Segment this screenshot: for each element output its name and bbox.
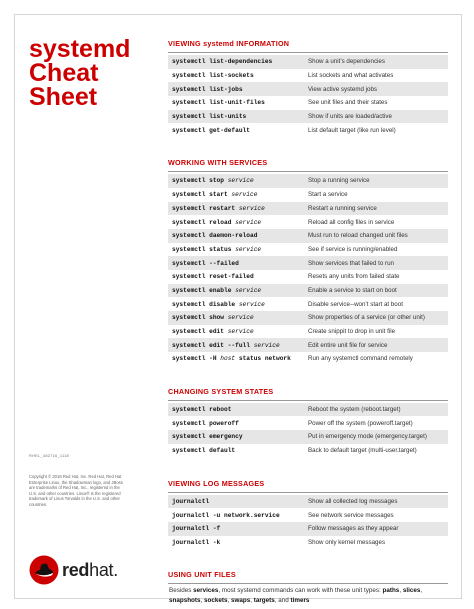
command-row [168, 325, 448, 339]
command-row [168, 430, 448, 444]
command-text [168, 447, 306, 454]
section [168, 387, 448, 458]
command-row [168, 188, 448, 202]
unit-type: services [193, 587, 219, 595]
command-argument: host [220, 355, 236, 363]
unit-type: targets [253, 597, 275, 605]
command-row [168, 55, 448, 69]
command-base: systemctl list-unit-files [172, 99, 265, 107]
command-row [168, 444, 448, 458]
command-argument: service [227, 314, 254, 322]
command-description: Run any systemctl command remotely [308, 355, 413, 363]
command-base: systemctl edit [172, 328, 228, 336]
command-row [168, 536, 448, 550]
command-text [168, 113, 306, 120]
section-heading: VIEWING systemd INFORMATION [168, 39, 448, 53]
command-base: systemctl edit --full [172, 341, 254, 349]
unit-type: slices [402, 587, 421, 595]
cheat-sheet-page [14, 14, 462, 605]
command-base: systemctl reload [172, 218, 236, 226]
command-description: Start a service [308, 191, 348, 199]
command-description: See if service is running/enabled [308, 245, 398, 253]
command-row [168, 508, 448, 522]
unit-type: swaps [230, 597, 251, 605]
command-base: journalctl -u network.service [172, 511, 280, 519]
command-description: View active systemd jobs [308, 85, 378, 93]
command-row [168, 123, 448, 137]
red-hat-logo [29, 555, 118, 585]
command-row [168, 284, 448, 298]
command-row [168, 270, 448, 284]
command-text [168, 273, 306, 280]
command-description: Show only kernel messages [308, 538, 386, 546]
command-text [168, 86, 306, 93]
command-row [168, 243, 448, 257]
logo-wordmark-light: hat. [89, 559, 118, 580]
section-spacer [168, 549, 448, 570]
command-description: See network service messages [308, 511, 394, 519]
command-base: systemctl get-default [172, 126, 250, 134]
command-text [168, 287, 306, 294]
command-text [168, 260, 306, 267]
command-argument: service [235, 218, 262, 226]
title-line: Cheat [29, 59, 99, 87]
command-description: Put in emergency mode (emergency.target) [308, 433, 427, 441]
unit-type: timers [290, 597, 310, 605]
command-argument: service [227, 328, 254, 336]
command-text [168, 406, 306, 413]
command-text [168, 191, 306, 198]
command-argument: service [227, 177, 254, 185]
unit-text-fragment: , [227, 597, 231, 605]
command-row [168, 82, 448, 96]
red-hat-shadowman-icon [29, 555, 59, 585]
command-description: See unit files and their states [308, 99, 388, 107]
command-base: systemctl start [172, 191, 232, 199]
unit-text-fragment: , [420, 587, 424, 595]
unit-text-fragment: , most systemd commands can work with these unit types: [218, 587, 383, 595]
command-row [168, 352, 448, 366]
section-heading: CHANGING SYSTEM STATES [168, 387, 448, 401]
logo-wordmark-bold: red [62, 559, 90, 580]
command-row [168, 202, 448, 216]
command-description: Reload all config files in service [308, 218, 395, 226]
command-row [168, 403, 448, 417]
command-argument: service [238, 300, 265, 308]
command-description: Show services that failed to run [308, 259, 394, 267]
command-row [168, 229, 448, 243]
command-text [168, 512, 306, 519]
section-spacer [168, 366, 448, 387]
command-row [168, 256, 448, 270]
command-description: Create snippit to drop in unit file [308, 328, 396, 336]
command-row [168, 96, 448, 110]
command-text [168, 433, 306, 440]
section-heading: USING UNIT FILES [168, 570, 448, 584]
command-base: systemctl reset-failed [172, 273, 254, 281]
command-argument: service [253, 341, 280, 349]
command-description: Power off the system (poweroff.target) [308, 419, 413, 427]
section-heading: VIEWING LOG MESSAGES [168, 479, 448, 493]
command-text [168, 301, 306, 308]
command-base: systemctl show [172, 314, 228, 322]
command-row [168, 215, 448, 229]
unit-text-fragment: , [250, 597, 254, 605]
section [168, 158, 448, 366]
page-title [29, 37, 130, 109]
command-argument: service [231, 191, 258, 199]
title-line: systemd [29, 35, 131, 63]
command-row [168, 174, 448, 188]
command-argument: service [235, 286, 262, 294]
command-base: systemctl -H [172, 355, 221, 363]
title-line: Sheet [29, 83, 98, 111]
command-row [168, 110, 448, 124]
command-base: journalctl -k [172, 538, 221, 546]
command-row [168, 297, 448, 311]
unit-text-fragment: , [200, 597, 204, 605]
command-text [168, 58, 306, 65]
command-description: Disable service--won’t start at boot [308, 300, 403, 308]
command-description: Restart a running service [308, 204, 377, 212]
command-base: systemctl list-jobs [172, 85, 243, 93]
command-description: Back to default target (multi-user.target) [308, 447, 417, 455]
section-spacer [168, 137, 448, 158]
command-column [168, 39, 448, 606]
command-row [168, 495, 448, 509]
command-description: Show properties of a service (or other unit) [308, 314, 425, 322]
command-base: systemctl status [172, 245, 236, 253]
section-spacer [168, 458, 448, 479]
command-base: systemctl restart [172, 204, 239, 212]
command-text [168, 205, 306, 212]
copyright-notice: Copyright © 2018 Red Hat, Inc. Red Hat, Red Hat Enterprise Linux, the Shadowman logo, and JBoss are trademarks of Red Hat, Inc., registered in the U.S. and other countries. Linux® is the registered trademark of Linus Torvalds in the U.S. and other countries. [29, 474, 123, 507]
command-base: systemctl stop [172, 177, 228, 185]
command-base: systemctl list-dependencies [172, 58, 273, 66]
command-description: List sockets and what activates [308, 72, 394, 80]
command-text [168, 355, 306, 362]
command-description: Show all collected log messages [308, 497, 398, 505]
command-description: Show a unit’s dependencies [308, 58, 385, 66]
unit-type: paths [382, 587, 400, 595]
command-base: systemctl emergency [172, 433, 243, 441]
command-description: Must run to reload changed unit files [308, 232, 408, 240]
command-description: Stop a running service [308, 177, 370, 185]
command-argument: service [238, 204, 265, 212]
command-base: journalctl -f [172, 525, 221, 533]
command-text [168, 342, 306, 349]
command-description: Enable a service to start on boot [308, 286, 397, 294]
command-text [168, 498, 306, 505]
command-text [168, 314, 306, 321]
section [168, 479, 448, 550]
command-row [168, 416, 448, 430]
command-description: List default target (like run level) [308, 126, 396, 134]
command-text [168, 177, 306, 184]
command-base: systemctl poweroff [172, 419, 239, 427]
command-text [168, 232, 306, 239]
section [168, 39, 448, 137]
section-heading: WORKING WITH SERVICES [168, 158, 448, 172]
command-base: systemctl daemon-reload [172, 232, 258, 240]
command-base: systemctl disable [172, 300, 239, 308]
document-number: RHEL_482716_1118 [29, 453, 69, 458]
unit-files-description [168, 586, 447, 606]
command-description: Follow messages as they appear [308, 525, 399, 533]
command-text [168, 328, 306, 335]
command-description: Reboot the system (reboot.target) [308, 406, 401, 414]
command-text [168, 539, 306, 546]
unit-type: sockets [204, 597, 228, 605]
command-text [168, 127, 306, 134]
command-base: journalctl [172, 497, 210, 505]
command-row [168, 69, 448, 83]
command-text [168, 525, 306, 532]
command-argument: service [235, 245, 262, 253]
unit-files-section [168, 570, 448, 606]
command-description: Edit entire unit file for service [308, 341, 388, 349]
command-description: Show if units are loaded/active [308, 113, 392, 121]
command-base: systemctl enable [172, 286, 236, 294]
command-base: systemctl --failed [172, 259, 239, 267]
command-base: systemctl reboot [172, 406, 232, 414]
command-text [168, 72, 306, 79]
command-base: systemctl list-sockets [172, 72, 254, 80]
command-row [168, 311, 448, 325]
command-text [168, 219, 306, 226]
command-description: Resets any units from failed state [308, 273, 400, 281]
command-base: systemctl default [172, 447, 236, 455]
command-text [168, 420, 306, 427]
command-text [168, 246, 306, 253]
command-base: systemctl list-units [172, 113, 247, 121]
unit-text-fragment: , and [274, 597, 291, 605]
command-row [168, 522, 448, 536]
unit-text-fragment: , [399, 587, 403, 595]
command-row [168, 338, 448, 352]
command-text [168, 99, 306, 106]
logo-wordmark [62, 560, 118, 581]
unit-text-fragment: Besides [169, 587, 194, 595]
unit-type: snapshots [169, 597, 201, 605]
command-suffix: status network [235, 355, 291, 363]
